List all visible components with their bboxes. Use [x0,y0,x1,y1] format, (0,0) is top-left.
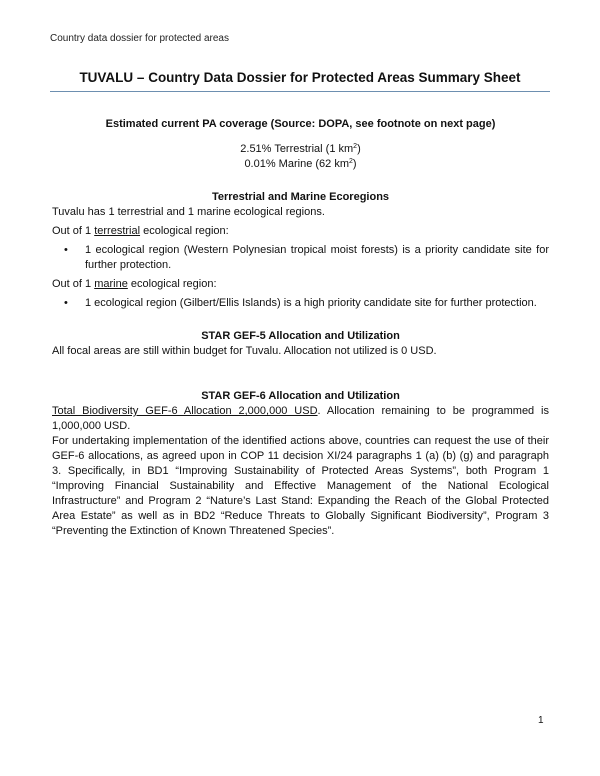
coverage-marine-text: 0.01% Marine (62 km [244,158,349,170]
coverage-marine [52,157,549,172]
lead-text: Out of 1 [52,225,95,237]
lead-text: ecological region: [140,225,229,237]
allocation-total: Total Biodiversity GEF-6 Allocation 2,000,000 USD [52,405,318,417]
ecoregions-intro: Tuvalu has 1 terrestrial and 1 marine ecological regions. [52,206,325,218]
ecoregions-heading: Terrestrial and Marine Ecoregions [211,191,390,203]
terrestrial-list [52,243,549,273]
coverage-heading: Estimated current PA coverage (Source: DOPA, see footnote on next page) [105,118,496,130]
superscript: 2 [353,143,358,150]
list-item [52,243,549,273]
title-divider [50,91,550,92]
ecoregions-section [52,190,549,311]
coverage-section [52,117,549,172]
paren: ) [357,143,361,155]
gef6-paragraph: For undertaking implementation of the identified actions above, countries can request the use of their GEF-6 allocations, as agreed upon in COP 11 decision XI/24 paragraphs 1 (a) (b) (g) and paragraph 3. Specifically, in BD1 “Improving Sustainability of Protected Areas Systems”, both Program 1 “Improving Financial Sustainability and Effective Management of the National Ecological Infrastructure” and Program 2 “Nature’s Last Stand: Expanding the Reach of the Global Protected Area Estate” as well as in BD2 “Reduce Threats to Globally Significant Biodiversity”, Program 3 “Preventing the Extinction of Known Threatened Species”. [52,435,549,537]
list-item-text: 1 ecological region (Western Polynesian tropical moist forests) is a priority candidate site for further protection. [85,244,549,271]
paren: ) [352,158,357,170]
gef5-heading: STAR GEF-5 Allocation and Utilization [201,330,400,342]
marine-list [52,296,549,311]
lead-text: ecological region: [127,278,217,290]
list-item-text: 1 ecological region (Gilbert/Ellis Islands) is a high priority candidate site for further protection. [85,297,537,309]
bullet-icon: • [64,244,68,256]
page-title: TUVALU – Country Data Dossier for Protected Areas Summary Sheet [79,70,521,85]
superscript: 2 [348,158,353,165]
gef6-section [52,389,549,539]
allocation-remaining: . Allocation remaining to be programmed is 1,000,000 USD. [52,405,550,432]
marine-lead [52,277,549,292]
gef5-section [52,329,549,359]
underlined-term: marine [94,278,128,290]
coverage-terrestrial-text: 2.51% Terrestrial (1 km [240,143,354,155]
list-item [52,296,549,311]
running-header: Country data dossier for protected areas [50,33,229,44]
page-number: 1 [538,715,544,726]
bullet-icon: • [64,297,68,309]
terrestrial-lead [52,224,549,239]
gef6-heading: STAR GEF-6 Allocation and Utilization [201,390,400,402]
coverage-terrestrial [52,142,549,157]
gef5-text: All focal areas are still within budget for Tuvalu. Allocation not utilized is 0 USD. [52,345,437,357]
underlined-term: terrestrial [94,225,141,237]
gef6-allocation [52,404,549,434]
lead-text: Out of 1 [52,278,95,290]
